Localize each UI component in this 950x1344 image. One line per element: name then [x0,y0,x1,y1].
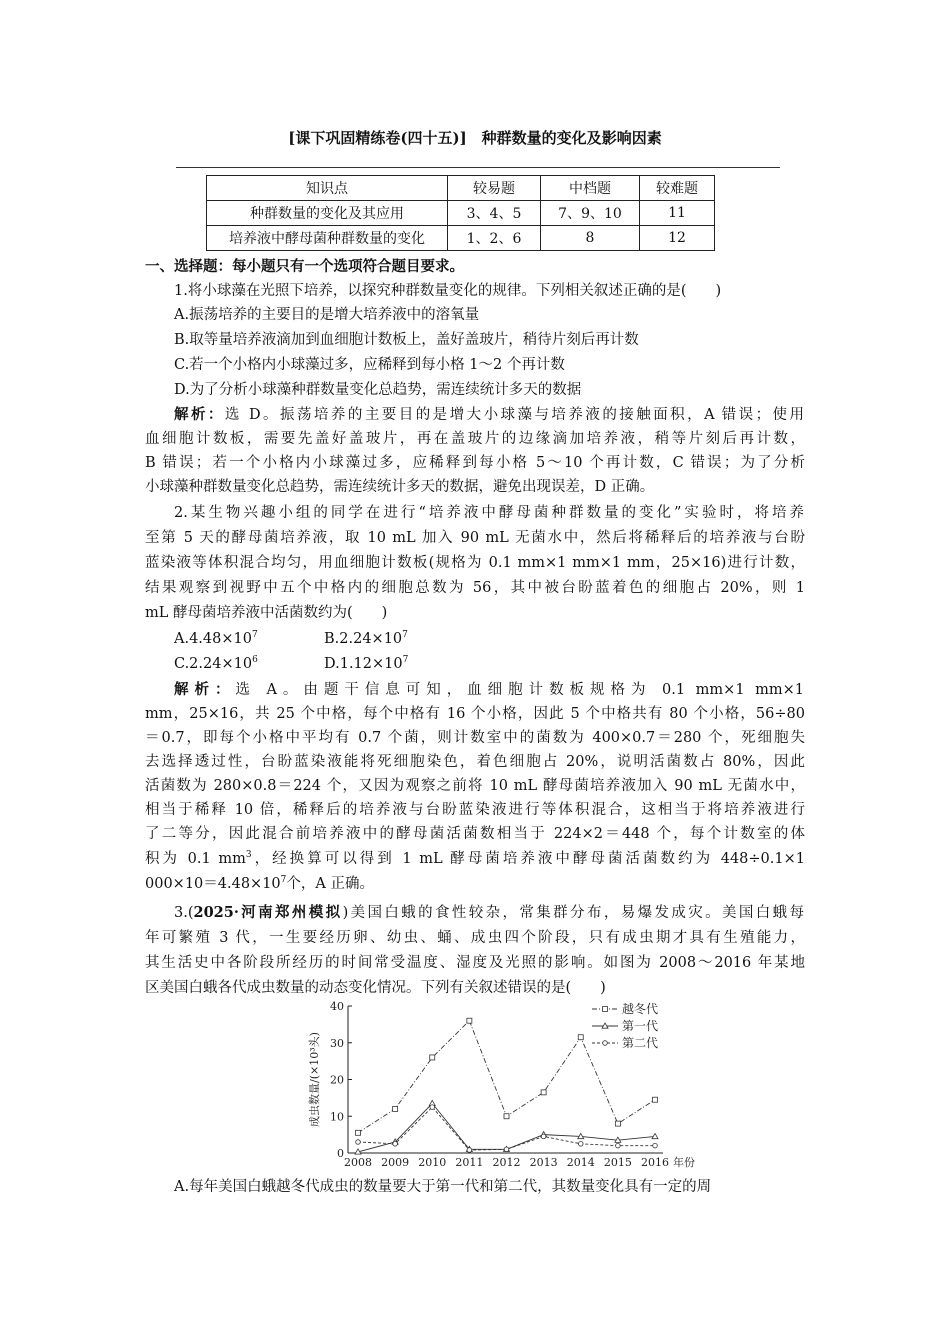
table-row [207,201,715,226]
q3-stem-line [174,902,804,924]
data-point [541,1090,546,1095]
x-tick-label: 2009 [381,1156,410,1169]
data-point [616,1143,621,1148]
data-point [603,1007,608,1012]
data-point [615,1121,620,1126]
table-cell: 12 [640,226,715,251]
data-point [467,1148,472,1153]
q1-answer-line: B 错误；若一个小格内小球藻过多，应稀释到每小格 5～10 个再计数，C 错误；为了分析 [145,455,805,471]
y-tick-label: 40 [330,1000,344,1013]
x-tick-label: 2013 [529,1156,558,1169]
exponent: 6 [252,655,258,666]
q1-answer-line: 血细胞计数板，需要先盖好盖玻片，再在盖玻片的边缘滴加培养液，稍等片刻后再计数， [145,431,805,447]
q2-option-a [174,628,324,650]
table-cell: 种群数量的变化及其应用 [207,201,448,226]
page-title: [课下巩固精练卷(四十五)] 种群数量的变化及影响因素 [288,129,662,147]
q2-answer-line [174,679,804,701]
answer-label: 解析： [174,406,225,423]
exponent: 7 [402,655,409,666]
data-point [430,1105,435,1110]
table-header: 较易题 [448,176,541,201]
q3-stem-line: 年可繁殖 3 代，一生要经历卵、幼虫、蛹、成虫四个阶段，只有成虫期才具有生殖能力， [145,930,805,946]
q1-answer-line: 小球藻种群数量变化总趋势，需连续统计多天的数据，避免出现误差，D 正确。 [145,479,655,495]
q2-answer-line [145,848,805,870]
option-text: B.2.24×10 [324,631,403,647]
option-text: C.2.24×10 [174,656,253,672]
line-chart [300,998,700,1174]
q1-stem: 1.将小球藻在光照下培养，以探究种群数量变化的规律。下列相关叙述正确的是( ) [174,283,722,299]
q2-answer-line: 去选择透过性，台盼蓝染液能将死细胞染色，着色细胞占 20%，说明活菌数占 80%，因此 [145,754,805,770]
q1-option-b: B.取等量培养液滴加到血细胞计数板上，盖好盖玻片，稍待片刻后再计数 [174,332,639,348]
q2-answer-line: mm，25×16，共 25 个中格，每个中格有 16 个小格，因此 5 个中格共有 80 个小格，56÷80 [145,706,805,722]
q2-stem-line: 至第 5 天的酵母菌培养液，取 10 mL 加入 90 mL 无菌水中，然后将稀释后的培养液与台盼 [145,530,805,546]
answer-label: 解析： [174,681,236,698]
exponent: 7 [402,630,408,641]
q1-answer-line [174,404,804,426]
q2-stem-line: mL 酵母菌培养液中活菌数约为( ) [145,605,388,621]
data-point [430,1055,435,1060]
q2-stem-line: 结果观察到视野中五个中格内的细胞总数为 56，其中被台盼蓝着色的细胞占 20%，则 1 [145,580,805,596]
y-tick-label: 10 [330,1110,344,1124]
data-point [356,1130,361,1135]
y-tick-label: 30 [330,1036,344,1050]
option-text: A.4.48×10 [174,631,252,647]
q2-answer-line: 相当于稀释 10 倍，稀释后的培养液与台盼蓝染液进行等体积混合，这相当于将培养液进行 [145,802,805,818]
data-point [504,1114,509,1119]
data-point [356,1140,361,1145]
q2-answer-line: ＝0.7，即每个小格中平均有 0.7 个菌，则计数室中的菌数为 400×0.7＝280 个，死细胞失 [145,730,805,746]
title-divider [176,167,780,168]
x-tick-label: 2014 [566,1156,595,1169]
data-point [467,1018,472,1023]
x-tick-label: 2010 [418,1156,447,1169]
stem-text: 3.( [174,905,194,921]
legend-label: 第一代 [622,1019,659,1033]
x-tick-label: 2015 [603,1156,632,1169]
table-cell: 3、4、5 [448,201,541,226]
table-cell: 8 [541,226,640,251]
q1-option-c: C.若一个小格内小球藻过多，应稀释到每小格 1～2 个再计数 [174,357,565,373]
answer-text: 000×10＝4.48×10 [145,876,281,892]
table-header-row [207,176,715,201]
answer-text: 积为 0.1 mm [145,851,246,867]
q2-stem-line: 蓝染液等体积混合均匀，用血细胞计数板(规格为 0.1 mm×1 mm×1 mm，25×16)进行计数， [145,555,805,571]
q2-answer-line [145,873,805,895]
table-header: 中档题 [541,176,640,201]
data-point [541,1134,546,1139]
x-tick-label: 2008 [344,1156,372,1169]
section-heading: 一、选择题：每小题只有一个选项符合题目要求。 [145,258,464,275]
data-point [504,1147,509,1152]
answer-text: 选 D。振荡培养的主要目的是增大小球藻与培养液的接触面积，A 错误；使用 [224,407,805,423]
table-cell: 1、2、6 [448,226,541,251]
answer-text: 选 A。由题干信息可知，血细胞计数板规格为 0.1 mm×1 mm×1 [235,682,804,698]
answer-text: ，经换算可以得到 1 mL 酵母菌培养液中酵母菌活菌数约为 448÷0.1×1 [251,851,805,867]
table-header: 较难题 [640,176,715,201]
chart-legend [592,1001,658,1050]
x-axis-unit: 年份 [673,1156,695,1169]
answer-text: 个，A 正确。 [286,876,374,892]
legend-label: 第二代 [622,1036,659,1050]
q2-answer-line: 了二等分，因此混合前培养液中的酵母菌活菌数相当于 224×2＝448 个，每个计数室的体 [145,826,805,842]
x-tick-label: 2011 [455,1156,484,1169]
data-point [393,1142,398,1147]
q3-stem-line: 区美国白蛾各代成虫数量的动态变化情况。下列有关叙述错误的是( ) [145,980,606,996]
data-point [653,1097,658,1102]
table-cell: 11 [640,201,715,226]
q1-option-d: D.为了分析小球藻种群数量变化总趋势，需连续统计多天的数据 [174,382,582,398]
table-cell: 培养液中酵母菌种群数量的变化 [207,226,448,251]
exponent: 7 [251,630,258,641]
knowledge-table [206,175,715,251]
data-point [653,1143,658,1148]
stem-text: )美国白蛾的食性较杂，常集群分布，易爆发成灾。美国白蛾每 [342,905,805,921]
y-axis-label: 成虫数量/(×10³头) [308,1032,321,1127]
q3-option-a: A.每年美国白蛾越冬代成虫的数量要大于第一代和第二代，其数量变化具有一定的周 [174,1179,712,1195]
data-point [578,1142,583,1147]
q2-option-c [174,653,324,675]
x-tick-label: 2016 [641,1156,669,1169]
q2-option-d [324,653,474,675]
data-point [652,1133,658,1138]
table-row [207,226,715,251]
series-line [358,1103,655,1152]
data-point [393,1106,398,1111]
chart-series [355,1018,658,1154]
data-point [603,1041,608,1046]
q2-stem-line: 2.某生物兴趣小组的同学在进行“培养液中酵母菌种群数量的变化”实验时，将培养 [174,505,804,521]
x-tick-label: 2012 [492,1156,521,1169]
q1-option-a: A.振荡培养的主要目的是增大培养液中的溶氧量 [174,307,480,323]
q2-answer-line: 活菌数为 280×0.8＝224 个，又因为观察之前将 10 mL 酵母菌培养液加入 90 mL 无菌水中， [145,778,805,794]
exponent: 3 [245,850,252,861]
y-tick-label: 20 [330,1073,344,1087]
q2-option-b [324,628,474,650]
legend-label: 越冬代 [622,1002,659,1016]
option-text: D.1.12×10 [324,656,403,672]
table-header: 知识点 [207,176,448,201]
data-point [578,1035,583,1040]
source-label: 2025·河南郑州模拟 [193,904,343,921]
q3-stem-line: 其生活史中各阶段所经历的时间常受温度、湿度及光照的影响。如图为 2008～2016 年某地 [145,955,805,971]
table-cell: 7、9、10 [541,201,640,226]
exponent: 7 [280,875,287,886]
y-tick-label: 0 [337,1147,344,1160]
